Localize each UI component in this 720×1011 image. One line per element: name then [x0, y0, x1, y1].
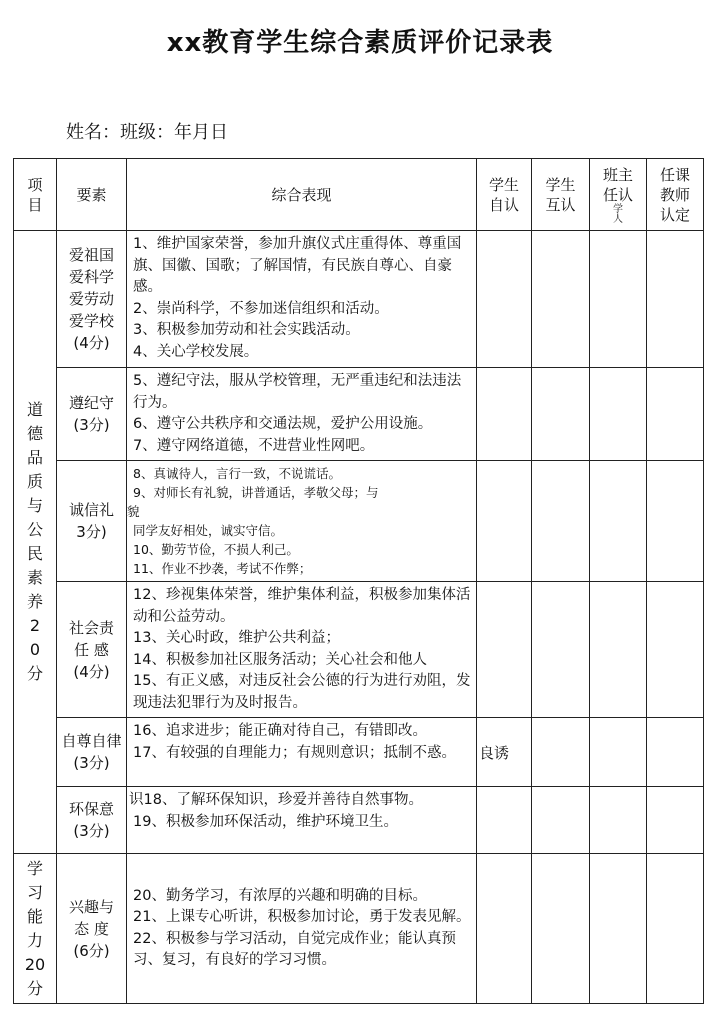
teacher-cell[interactable] — [647, 231, 704, 368]
teacher-cell[interactable] — [647, 854, 704, 1004]
element-line: (4分) — [73, 334, 110, 352]
head-teacher-cell[interactable] — [590, 718, 647, 787]
head-teacher-cell[interactable] — [590, 461, 647, 582]
performance-item: 14、积极参加社区服务活动；关心社会和他人 — [133, 651, 427, 668]
performance-cell — [127, 461, 477, 582]
performance-item: 16、追求进步；能正确对待自己，有错即改。 — [133, 723, 427, 739]
project-moral — [14, 231, 57, 854]
table-row — [14, 461, 704, 582]
performance-item: 17、有较强的自理能力；有规则意识；抵制不惑。 — [133, 744, 456, 761]
head-teacher-cell[interactable] — [590, 368, 647, 461]
element-cell — [57, 582, 127, 718]
head-teacher-cell[interactable] — [590, 231, 647, 368]
project-char: 分 — [26, 978, 43, 998]
project-char: 素 — [26, 568, 43, 587]
project-char: 习 — [26, 882, 43, 902]
element-line: 兴趣与 — [68, 897, 114, 916]
element-line: 爱劳动 — [68, 290, 114, 308]
performance-cell — [127, 231, 477, 368]
student-info-line: 姓名：班级：年月日 — [66, 122, 228, 143]
table-row — [14, 718, 704, 787]
performance-item: 6、遵守公共秩序和交通法规，爱护公用设施。 — [133, 416, 433, 432]
project-char: 分 — [26, 664, 43, 683]
element-cell — [57, 461, 127, 582]
teacher-cell[interactable] — [647, 461, 704, 582]
element-line: 爱祖国 — [68, 246, 114, 264]
self-assess-cell[interactable] — [477, 461, 532, 582]
header-project-line: 目 — [27, 195, 43, 214]
page-title: xx教育学生综合素质评价记录表 — [166, 28, 554, 58]
project-char: 与 — [26, 496, 43, 515]
head-teacher-cell[interactable] — [590, 582, 647, 718]
element-cell — [57, 368, 127, 461]
element-line: 环保意 — [68, 800, 114, 818]
performance-item: 7、遵守网络道德，不进营业性网吧。 — [133, 437, 375, 454]
project-char: 道 — [26, 400, 43, 419]
table-row — [14, 854, 704, 1004]
performance-cell — [127, 582, 477, 718]
project-char: 质 — [26, 472, 43, 491]
performance-item: 5、遵纪守法，服从学校管理，无严重违纪和法违法行为。 — [133, 373, 462, 411]
element-line: 社会责 — [68, 618, 114, 637]
header-teacher-line: 任课 — [659, 165, 690, 184]
header-head-teacher-tiny: 学 — [613, 203, 623, 215]
header-head-teacher-tiny: 人 — [613, 213, 623, 225]
teacher-cell[interactable] — [647, 368, 704, 461]
element-line: (6分) — [73, 941, 110, 960]
header-self-line: 学生 — [488, 175, 519, 194]
performance-item: 貌 — [127, 504, 140, 519]
peer-assess-cell[interactable] — [532, 368, 590, 461]
header-peer-line: 互认 — [545, 195, 576, 214]
table-row — [14, 368, 704, 461]
element-cell — [57, 787, 127, 854]
project-char: 民 — [26, 544, 43, 563]
header-head-teacher-line: 班主 — [602, 165, 633, 184]
teacher-cell[interactable] — [647, 787, 704, 854]
project-char: 20 — [24, 954, 46, 974]
header-head-teacher-line: 任认 — [602, 185, 633, 204]
element-line: (3分) — [73, 416, 110, 434]
performance-item: 13、关心时政，维护公共利益； — [133, 630, 340, 646]
element-line: 爱科学 — [68, 268, 114, 286]
header-self-assess — [477, 159, 532, 231]
project-char: 学 — [26, 858, 43, 878]
performance-cell — [127, 854, 477, 1004]
element-line: 遵纪守 — [68, 394, 114, 412]
self-assess-cell[interactable] — [477, 582, 532, 718]
project-char: 公 — [26, 520, 43, 539]
header-peer-line: 学生 — [545, 175, 576, 194]
peer-assess-cell[interactable] — [532, 231, 590, 368]
performance-cell — [127, 368, 477, 461]
table-row — [14, 582, 704, 718]
header-teacher — [647, 159, 704, 231]
performance-item: 1、维护国家荣誉，参加升旗仪式庄重得体、尊重国旗、国徽、国歌；了解国情，有民族自尊心、自豪感。 — [133, 236, 462, 295]
project-char: 品 — [26, 448, 43, 467]
element-line: 诚信礼 — [68, 501, 114, 519]
self-assess-cell[interactable] — [477, 854, 532, 1004]
header-teacher-line: 教师 — [659, 185, 690, 204]
element-cell — [57, 718, 127, 787]
element-line: (3分) — [73, 822, 110, 840]
self-assess-cell[interactable] — [477, 368, 532, 461]
header-teacher-line: 认定 — [659, 205, 690, 224]
performance-item: 同学友好相处，诚实守信。 — [133, 523, 284, 538]
self-assess-cell[interactable] — [477, 231, 532, 368]
peer-assess-cell[interactable] — [532, 718, 590, 787]
header-element: 要素 — [57, 159, 127, 231]
performance-item: 3、积极参加劳动和社会实践活动。 — [133, 322, 360, 338]
performance-item: 15、有正义感，对违反社会公德的行为进行劝阻，发现违法犯罪行为及时报告。 — [133, 673, 471, 711]
performance-item: 8、真诚待人，言行一致，不说谎话。 — [133, 466, 341, 481]
project-char: 德 — [26, 424, 43, 443]
peer-assess-cell[interactable] — [532, 787, 590, 854]
element-cell — [57, 231, 127, 368]
performance-item: 9、对师长有礼貌，讲普通话，孝敬父母；与 — [133, 485, 379, 500]
project-char: 能 — [26, 906, 43, 926]
teacher-cell[interactable] — [647, 582, 704, 718]
project-char: 2 — [29, 616, 41, 635]
element-line: 爱学校 — [68, 312, 114, 330]
element-line: (3分) — [73, 754, 110, 772]
header-self-line: 自认 — [488, 195, 519, 214]
header-project-line: 项 — [27, 175, 43, 194]
header-peer-assess — [532, 159, 590, 231]
element-cell — [57, 854, 127, 1004]
performance-item: 11、作业不抄袭，考试不作弊； — [133, 561, 312, 576]
project-char: 0 — [29, 640, 41, 659]
self-assess-cell[interactable] — [477, 787, 532, 854]
project-learning — [14, 854, 57, 1004]
element-line: (4分) — [73, 662, 110, 681]
performance-item: 2、崇尚科学，不参加迷信组织和活动。 — [133, 300, 389, 317]
peer-assess-cell[interactable] — [532, 582, 590, 718]
header-head-teacher — [590, 159, 647, 231]
performance-cell — [127, 787, 477, 854]
peer-assess-cell[interactable] — [532, 461, 590, 582]
element-line: 态 度 — [74, 919, 109, 938]
performance-item: 20、勤务学习，有浓厚的兴趣和明确的目标。 — [133, 887, 427, 904]
element-line: 自尊自律 — [61, 732, 122, 750]
project-char: 力 — [26, 930, 43, 950]
header-performance: 综合表现 — [127, 159, 477, 231]
performance-item: 19、积极参加环保活动，维护环境卫生。 — [133, 813, 398, 830]
header-row — [14, 159, 704, 231]
performance-item: 识18、了解环保知识，珍爱并善待自然事物。 — [129, 792, 423, 808]
table-row — [14, 231, 704, 368]
peer-assess-cell[interactable] — [532, 854, 590, 1004]
table-row — [14, 787, 704, 854]
performance-item: 12、珍视集体荣誉，维护集体利益，积极参加集体活动和公益劳动。 — [133, 587, 471, 625]
performance-cell — [127, 718, 477, 787]
element-line: 3分) — [76, 523, 107, 541]
performance-item: 22、积极参与学习活动，自觉完成作业；能认真预习、复习，有良好的学习习惯。 — [133, 930, 456, 968]
header-project — [14, 159, 57, 231]
self-assess-cell[interactable]: 良诱 — [477, 718, 532, 787]
project-char: 养 — [26, 592, 43, 611]
performance-item: 4、关心学校发展。 — [133, 343, 259, 360]
performance-item: 10、勤劳节俭，不损人利己。 — [133, 542, 299, 557]
head-teacher-cell[interactable] — [590, 854, 647, 1004]
teacher-cell[interactable] — [647, 718, 704, 787]
head-teacher-cell[interactable] — [590, 787, 647, 854]
evaluation-table — [13, 158, 704, 1004]
performance-item: 21、上课专心听讲，积极参加讨论，勇于发表见解。 — [133, 909, 471, 925]
element-line: 任 感 — [74, 640, 109, 659]
